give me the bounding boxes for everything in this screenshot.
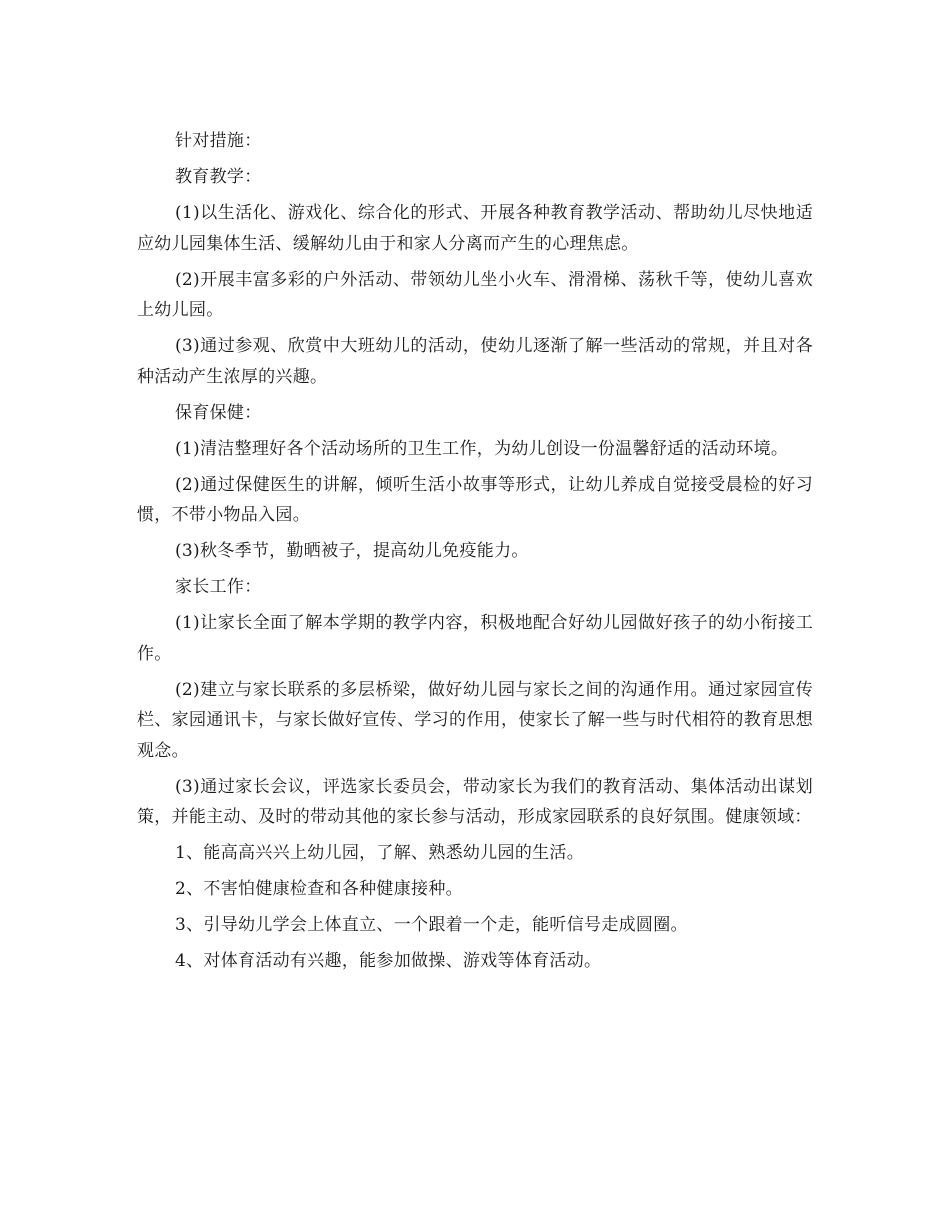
paragraph-health-care-3: (3)秋冬季节，勤晒被子，提高幼儿免疫能力。: [175, 541, 529, 561]
paragraph-parents-2: (2)建立与家长联系的多层桥梁，做好幼儿园与家长之间的沟通作用。通过家园宣传栏、家园通讯卡，与家长做好宣传、学习的作用，使家长了解一些与时代相符的教育思想观念。: [137, 679, 813, 761]
paragraph-parents-3: (3)通过家长会议，评选家长委员会，带动家长为我们的教育活动、集体活动出谋划策，并能主动、及时的带动其他的家长参与活动，形成家园联系的良好氛围。健康领域：: [137, 776, 813, 827]
paragraph-education-3: (3)通过参观、欣赏中大班幼儿的活动，使幼儿逐渐了解一些活动的常规，并且对各种活动产生浓厚的兴趣。: [137, 336, 813, 387]
paragraph-health-goal-1: 1、能高高兴兴上幼儿园，了解、熟悉幼儿园的生活。: [175, 843, 585, 863]
paragraph-health-care-2: (2)通过保健医生的讲解，倾听生活小故事等形式，让幼儿养成自觉接受晨检的好习惯，不带小物品入园。: [137, 474, 813, 525]
paragraph-education-1: (1)以生活化、游戏化、综合化的形式、开展各种教育教学活动、帮助幼儿尽快地适应幼儿园集体生活、缓解幼儿由于和家人分离而产生的心理焦虑。: [137, 203, 813, 254]
paragraph-education-2: (2)开展丰富多彩的户外活动、带领幼儿坐小火车、滑滑梯、荡秋千等，使幼儿喜欢上幼儿园。: [137, 269, 813, 320]
paragraph-measures-heading: 针对措施：: [175, 131, 262, 151]
document-body: [137, 126, 813, 977]
paragraph-health-goal-3: 3、引导幼儿学会上体直立、一个跟着一个走，能听信号走成圆圈。: [175, 915, 688, 935]
paragraph-parents-1: (1)让家长全面了解本学期的教学内容，积极地配合好幼儿园做好孩子的幼小衔接工作。: [137, 613, 813, 664]
paragraph-health-care-1: (1)清洁整理好各个活动场所的卫生工作，为幼儿创设一份温馨舒适的活动环境。: [175, 438, 789, 459]
paragraph-health-goal-2: 2、不害怕健康检查和各种健康接种。: [175, 879, 463, 899]
paragraph-health-care-heading: 保育保健：: [175, 402, 262, 423]
paragraph-health-goal-4: 4、对体育活动有兴趣，能参加做操、游戏等体育活动。: [175, 951, 602, 971]
paragraph-education-heading: 教育教学：: [175, 167, 262, 187]
paragraph-parents-heading: 家长工作：: [175, 577, 262, 597]
